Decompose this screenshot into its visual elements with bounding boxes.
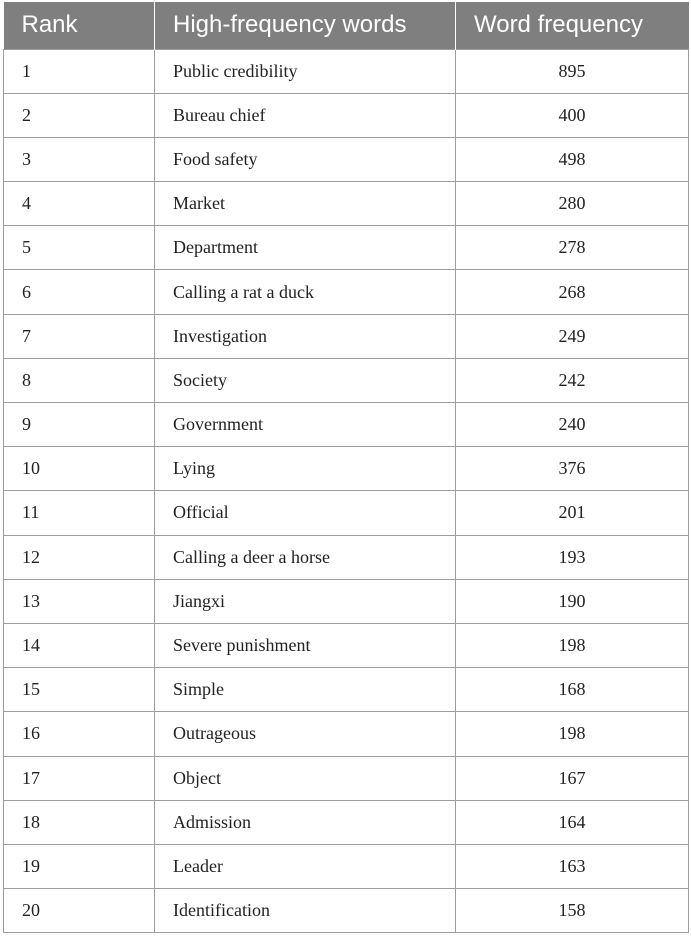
table-row xyxy=(4,270,689,314)
rank-cell: 2 xyxy=(4,93,155,137)
frequency-cell: 249 xyxy=(456,314,689,358)
table-row xyxy=(4,137,689,181)
header-high-frequency-words: High-frequency words xyxy=(155,2,456,49)
rank-cell: 15 xyxy=(4,668,155,712)
frequency-cell: 400 xyxy=(456,93,689,137)
rank-cell: 3 xyxy=(4,137,155,181)
table-row xyxy=(4,844,689,888)
word-frequency-table xyxy=(3,2,689,933)
rank-cell: 11 xyxy=(4,491,155,535)
table-row xyxy=(4,314,689,358)
table-row xyxy=(4,800,689,844)
header-word-frequency: Word frequency xyxy=(456,2,689,49)
frequency-cell: 240 xyxy=(456,403,689,447)
word-cell: Public credibility xyxy=(155,49,456,93)
frequency-cell: 167 xyxy=(456,756,689,800)
word-cell: Lying xyxy=(155,447,456,491)
frequency-cell: 163 xyxy=(456,844,689,888)
table-header xyxy=(4,2,689,49)
word-cell: Food safety xyxy=(155,137,456,181)
frequency-cell: 168 xyxy=(456,668,689,712)
frequency-cell: 376 xyxy=(456,447,689,491)
frequency-cell: 198 xyxy=(456,623,689,667)
rank-cell: 14 xyxy=(4,623,155,667)
table-row xyxy=(4,447,689,491)
table-row xyxy=(4,226,689,270)
table-row xyxy=(4,535,689,579)
word-cell: Jiangxi xyxy=(155,579,456,623)
frequency-cell: 278 xyxy=(456,226,689,270)
rank-cell: 9 xyxy=(4,403,155,447)
rank-cell: 16 xyxy=(4,712,155,756)
frequency-cell: 268 xyxy=(456,270,689,314)
word-cell: Bureau chief xyxy=(155,93,456,137)
rank-cell: 17 xyxy=(4,756,155,800)
frequency-cell: 201 xyxy=(456,491,689,535)
word-cell: Identification xyxy=(155,889,456,933)
table-row xyxy=(4,403,689,447)
table-row xyxy=(4,491,689,535)
word-cell: Calling a rat a duck xyxy=(155,270,456,314)
rank-cell: 13 xyxy=(4,579,155,623)
frequency-cell: 242 xyxy=(456,358,689,402)
word-cell: Department xyxy=(155,226,456,270)
frequency-cell: 280 xyxy=(456,182,689,226)
table-row xyxy=(4,756,689,800)
word-cell: Simple xyxy=(155,668,456,712)
frequency-cell: 164 xyxy=(456,800,689,844)
table-row xyxy=(4,93,689,137)
frequency-cell: 193 xyxy=(456,535,689,579)
table-row xyxy=(4,712,689,756)
rank-cell: 8 xyxy=(4,358,155,402)
rank-cell: 10 xyxy=(4,447,155,491)
rank-cell: 20 xyxy=(4,889,155,933)
table-row xyxy=(4,182,689,226)
rank-cell: 6 xyxy=(4,270,155,314)
word-cell: Government xyxy=(155,403,456,447)
frequency-cell: 498 xyxy=(456,137,689,181)
word-cell: Object xyxy=(155,756,456,800)
rank-cell: 5 xyxy=(4,226,155,270)
table-body xyxy=(4,49,689,933)
word-frequency-table-container xyxy=(3,2,688,933)
rank-cell: 19 xyxy=(4,844,155,888)
table-row xyxy=(4,623,689,667)
frequency-cell: 895 xyxy=(456,49,689,93)
frequency-cell: 198 xyxy=(456,712,689,756)
table-row xyxy=(4,49,689,93)
word-cell: Society xyxy=(155,358,456,402)
rank-cell: 4 xyxy=(4,182,155,226)
table-row xyxy=(4,358,689,402)
word-cell: Outrageous xyxy=(155,712,456,756)
table-row xyxy=(4,889,689,933)
word-cell: Severe punishment xyxy=(155,623,456,667)
table-row xyxy=(4,579,689,623)
rank-cell: 1 xyxy=(4,49,155,93)
word-cell: Market xyxy=(155,182,456,226)
header-row xyxy=(4,2,689,49)
word-cell: Investigation xyxy=(155,314,456,358)
word-cell: Admission xyxy=(155,800,456,844)
frequency-cell: 190 xyxy=(456,579,689,623)
rank-cell: 7 xyxy=(4,314,155,358)
word-cell: Calling a deer a horse xyxy=(155,535,456,579)
table-row xyxy=(4,668,689,712)
word-cell: Leader xyxy=(155,844,456,888)
frequency-cell: 158 xyxy=(456,889,689,933)
header-rank: Rank xyxy=(4,2,155,49)
word-cell: Official xyxy=(155,491,456,535)
rank-cell: 18 xyxy=(4,800,155,844)
rank-cell: 12 xyxy=(4,535,155,579)
